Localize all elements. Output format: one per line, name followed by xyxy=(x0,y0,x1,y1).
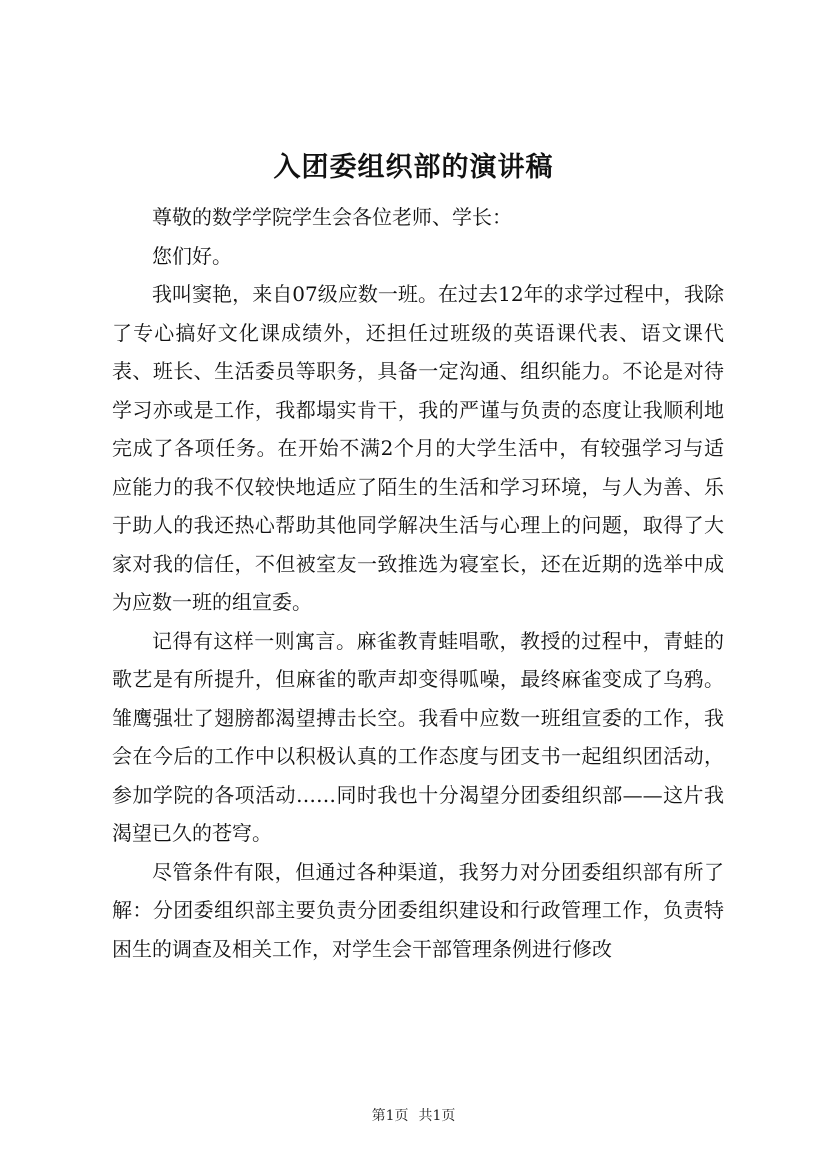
document-title: 入团委组织部的演讲稿 xyxy=(273,152,554,183)
fable-paragraph: 记得有这样一则寓言。麻雀教青蛙唱歌，教授的过程中，青蛙的歌艺是有所提升，但麻雀的歌声却变得呱噪，最终麻雀变成了乌鸦。雏鹰强壮了翅膀都渴望搏击长空。我看中应数一班组宣委的工作，我会在今后的工作中以积极认真的工作态度与团支书一起组织团活动，参加学院的各项活动……同时我也十分渴望分团委组织部——这片我渴望已久的苍穹。 xyxy=(112,628,724,845)
page-number: 第1页 xyxy=(371,1108,409,1124)
page-total: 共1页 xyxy=(418,1108,456,1124)
introduction-paragraph: 我叫窦艳，来自07级应数一班。在过去12年的求学过程中，我除了专心搞好文化课成绩外，还担任过班级的英语课代表、语文课代表、班长、生活委员等职务，具备一定沟通、组织能力。不论是对待学习亦或是工作，我都塌实肯干，我的严谨与负责的态度让我顺利地完成了各项任务。在开始不满2个月的大学生活中，有较强学习与适应能力的我不仅较快地适应了陌生的生活和学习环境，与人为善、乐于助人的我还热心帮助其他同学解决生活与心理上的问题，取得了大家对我的信任，不但被室友一致推选为寝室长，还在近期的选举中成为应数一班的组宣委。 xyxy=(112,282,724,614)
salutation-paragraph: 您们好。 xyxy=(152,243,232,268)
document-body xyxy=(112,198,724,968)
department-paragraph: 尽管条件有限，但通过各种渠道，我努力对分团委组织部有所了解：分团委组织部主要负责分团委组织建设和行政管理工作，负责特困生的调查及相关工作，对学生会干部管理条例进行修改 xyxy=(112,859,724,961)
page-footer xyxy=(0,1106,827,1126)
greeting-paragraph: 尊敬的数学学院学生会各位老师、学长： xyxy=(152,205,512,229)
